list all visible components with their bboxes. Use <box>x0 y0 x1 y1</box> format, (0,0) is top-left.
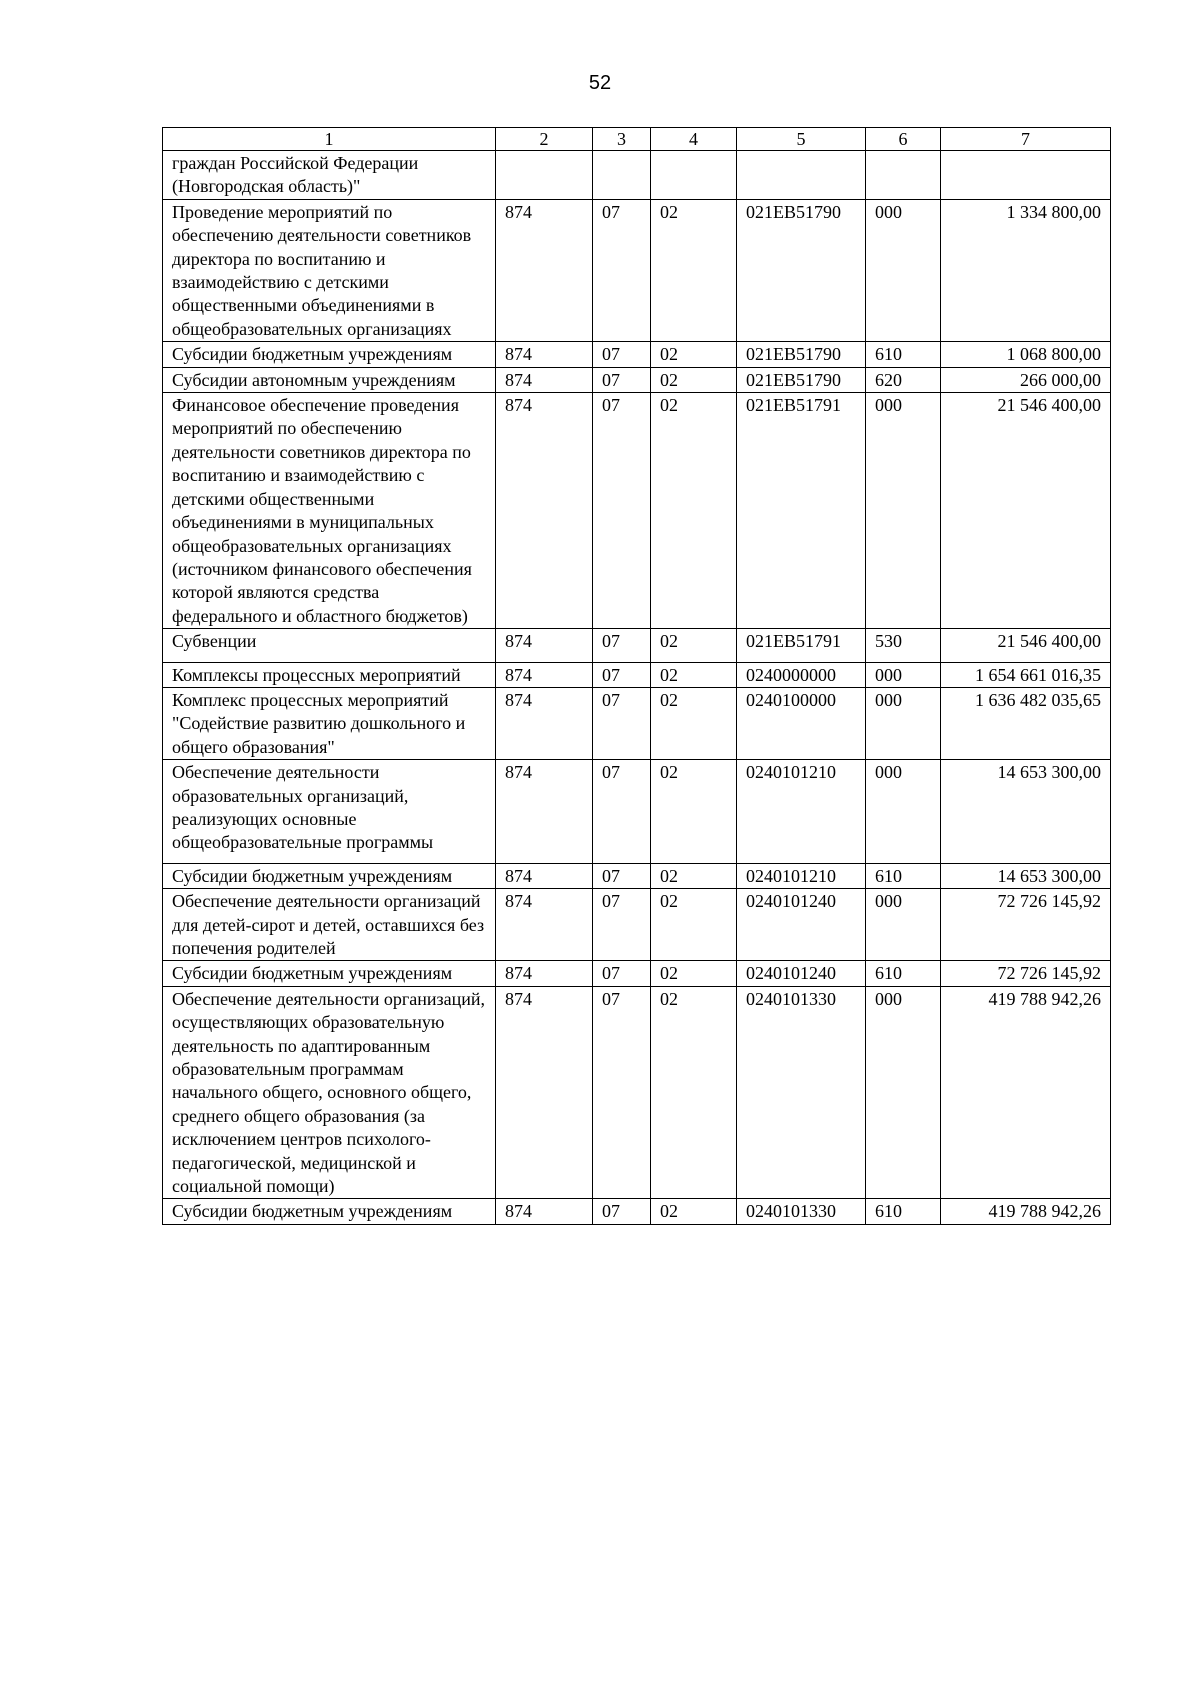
subsection-cell: 02 <box>651 199 737 341</box>
expense-type-cell: 610 <box>866 863 941 888</box>
expense-type-cell: 620 <box>866 367 941 392</box>
code-cell: 874 <box>496 889 593 961</box>
target-article-cell: 021EB51790 <box>737 199 866 341</box>
subsection-cell: 02 <box>651 629 737 662</box>
table-row <box>163 863 1111 888</box>
amount-cell: 21 546 400,00 <box>941 629 1111 662</box>
section-cell: 07 <box>593 367 651 392</box>
column-header: 7 <box>941 128 1111 151</box>
expense-type-cell: 000 <box>866 889 941 961</box>
item-name-cell: Проведение мероприятий по обеспечению деятельности советников директора по воспитанию и взаимодействию с детскими общественными объединениями в общеобразовательных организациях <box>163 199 496 341</box>
code-cell: 874 <box>496 986 593 1199</box>
table-row <box>163 199 1111 341</box>
table-row <box>163 687 1111 759</box>
expense-type-cell: 000 <box>866 760 941 864</box>
section-cell: 07 <box>593 662 651 687</box>
section-cell: 07 <box>593 986 651 1199</box>
table-row <box>163 342 1111 367</box>
section-cell: 07 <box>593 863 651 888</box>
target-article-cell: 0240000000 <box>737 662 866 687</box>
section-cell: 07 <box>593 393 651 629</box>
section-cell: 07 <box>593 961 651 986</box>
column-header: 3 <box>593 128 651 151</box>
target-article-cell: 0240100000 <box>737 687 866 759</box>
amount-cell: 14 653 300,00 <box>941 760 1111 864</box>
table-row <box>163 889 1111 961</box>
item-name-cell: Субсидии бюджетным учреждениям <box>163 342 496 367</box>
amount-cell: 1 654 661 016,35 <box>941 662 1111 687</box>
section-cell: 07 <box>593 629 651 662</box>
amount-cell: 1 636 482 035,65 <box>941 687 1111 759</box>
code-cell: 874 <box>496 199 593 341</box>
column-header: 1 <box>163 128 496 151</box>
subsection-cell: 02 <box>651 393 737 629</box>
code-cell: 874 <box>496 393 593 629</box>
section-cell: 07 <box>593 199 651 341</box>
target-article-cell: 021EB51790 <box>737 342 866 367</box>
subsection-cell: 02 <box>651 342 737 367</box>
subsection-cell: 02 <box>651 863 737 888</box>
table-row <box>163 961 1111 986</box>
target-article-cell: 0240101330 <box>737 986 866 1199</box>
code-cell: 874 <box>496 1199 593 1224</box>
subsection-cell: 02 <box>651 662 737 687</box>
target-article-cell: 021EB51791 <box>737 393 866 629</box>
code-cell: 874 <box>496 687 593 759</box>
subsection-cell: 02 <box>651 367 737 392</box>
target-article-cell: 021EB51791 <box>737 629 866 662</box>
item-name-cell: граждан Российской Федерации (Новгородская область)" <box>163 151 496 200</box>
expense-type-cell: 610 <box>866 1199 941 1224</box>
subsection-cell: 02 <box>651 687 737 759</box>
column-header: 5 <box>737 128 866 151</box>
column-header: 4 <box>651 128 737 151</box>
target-article-cell: 0240101330 <box>737 1199 866 1224</box>
amount-cell: 1 068 800,00 <box>941 342 1111 367</box>
column-header: 6 <box>866 128 941 151</box>
code-cell: 874 <box>496 367 593 392</box>
target-article-cell: 0240101240 <box>737 889 866 961</box>
budget-table <box>162 127 1111 1225</box>
table-row <box>163 629 1111 662</box>
expense-type-cell: 610 <box>866 961 941 986</box>
expense-type-cell <box>866 151 941 200</box>
amount-cell: 419 788 942,26 <box>941 1199 1111 1224</box>
table-row <box>163 1199 1111 1224</box>
amount-cell: 1 334 800,00 <box>941 199 1111 341</box>
item-name-cell: Субсидии бюджетным учреждениям <box>163 863 496 888</box>
item-name-cell: Субсидии бюджетным учреждениям <box>163 961 496 986</box>
item-name-cell: Обеспечение деятельности организаций, осуществляющих образовательную деятельность по адаптированным образовательным программам начального общего, основного общего, среднего общего образования (за исключением центров психолого-педагогической, медицинской и социальной помощи) <box>163 986 496 1199</box>
item-name-cell: Обеспечение деятельности образовательных организаций, реализующих основные общеобразовательные программы <box>163 760 496 864</box>
item-name-cell: Комплекс процессных мероприятий "Содействие развитию дошкольного и общего образования" <box>163 687 496 759</box>
expense-type-cell: 000 <box>866 687 941 759</box>
table-row <box>163 393 1111 629</box>
section-cell: 07 <box>593 342 651 367</box>
column-number-row <box>163 128 1111 151</box>
section-cell <box>593 151 651 200</box>
table-row <box>163 662 1111 687</box>
page-number: 52 <box>588 72 612 94</box>
target-article-cell <box>737 151 866 200</box>
code-cell: 874 <box>496 342 593 367</box>
subsection-cell: 02 <box>651 1199 737 1224</box>
subsection-cell: 02 <box>651 986 737 1199</box>
code-cell: 874 <box>496 760 593 864</box>
table-row <box>163 986 1111 1199</box>
amount-cell: 72 726 145,92 <box>941 961 1111 986</box>
code-cell: 874 <box>496 961 593 986</box>
expense-type-cell: 530 <box>866 629 941 662</box>
subsection-cell: 02 <box>651 961 737 986</box>
section-cell: 07 <box>593 1199 651 1224</box>
amount-cell: 266 000,00 <box>941 367 1111 392</box>
code-cell: 874 <box>496 629 593 662</box>
table-row <box>163 760 1111 864</box>
subsection-cell <box>651 151 737 200</box>
item-name-cell: Субсидии бюджетным учреждениям <box>163 1199 496 1224</box>
item-name-cell: Комплексы процессных мероприятий <box>163 662 496 687</box>
target-article-cell: 0240101210 <box>737 760 866 864</box>
section-cell: 07 <box>593 760 651 864</box>
item-name-cell: Финансовое обеспечение проведения мероприятий по обеспечению деятельности советников директора по воспитанию и взаимодействию с детскими общественными объединениями в муниципальных общеобразовательных организациях (источником финансового обеспечения которой являются средства федерального и областного бюджетов) <box>163 393 496 629</box>
expense-type-cell: 000 <box>866 199 941 341</box>
subsection-cell: 02 <box>651 889 737 961</box>
table-row <box>163 367 1111 392</box>
item-name-cell: Субвенции <box>163 629 496 662</box>
expense-type-cell: 000 <box>866 393 941 629</box>
expense-type-cell: 000 <box>866 662 941 687</box>
target-article-cell: 021EB51790 <box>737 367 866 392</box>
amount-cell: 14 653 300,00 <box>941 863 1111 888</box>
amount-cell: 419 788 942,26 <box>941 986 1111 1199</box>
item-name-cell: Обеспечение деятельности организаций для детей-сирот и детей, оставшихся без попечения родителей <box>163 889 496 961</box>
amount-cell: 21 546 400,00 <box>941 393 1111 629</box>
amount-cell <box>941 151 1111 200</box>
amount-cell: 72 726 145,92 <box>941 889 1111 961</box>
code-cell: 874 <box>496 662 593 687</box>
item-name-cell: Субсидии автономным учреждениям <box>163 367 496 392</box>
expense-type-cell: 000 <box>866 986 941 1199</box>
code-cell <box>496 151 593 200</box>
column-header: 2 <box>496 128 593 151</box>
expense-type-cell: 610 <box>866 342 941 367</box>
section-cell: 07 <box>593 889 651 961</box>
target-article-cell: 0240101240 <box>737 961 866 986</box>
code-cell: 874 <box>496 863 593 888</box>
target-article-cell: 0240101210 <box>737 863 866 888</box>
section-cell: 07 <box>593 687 651 759</box>
table-row <box>163 151 1111 200</box>
subsection-cell: 02 <box>651 760 737 864</box>
